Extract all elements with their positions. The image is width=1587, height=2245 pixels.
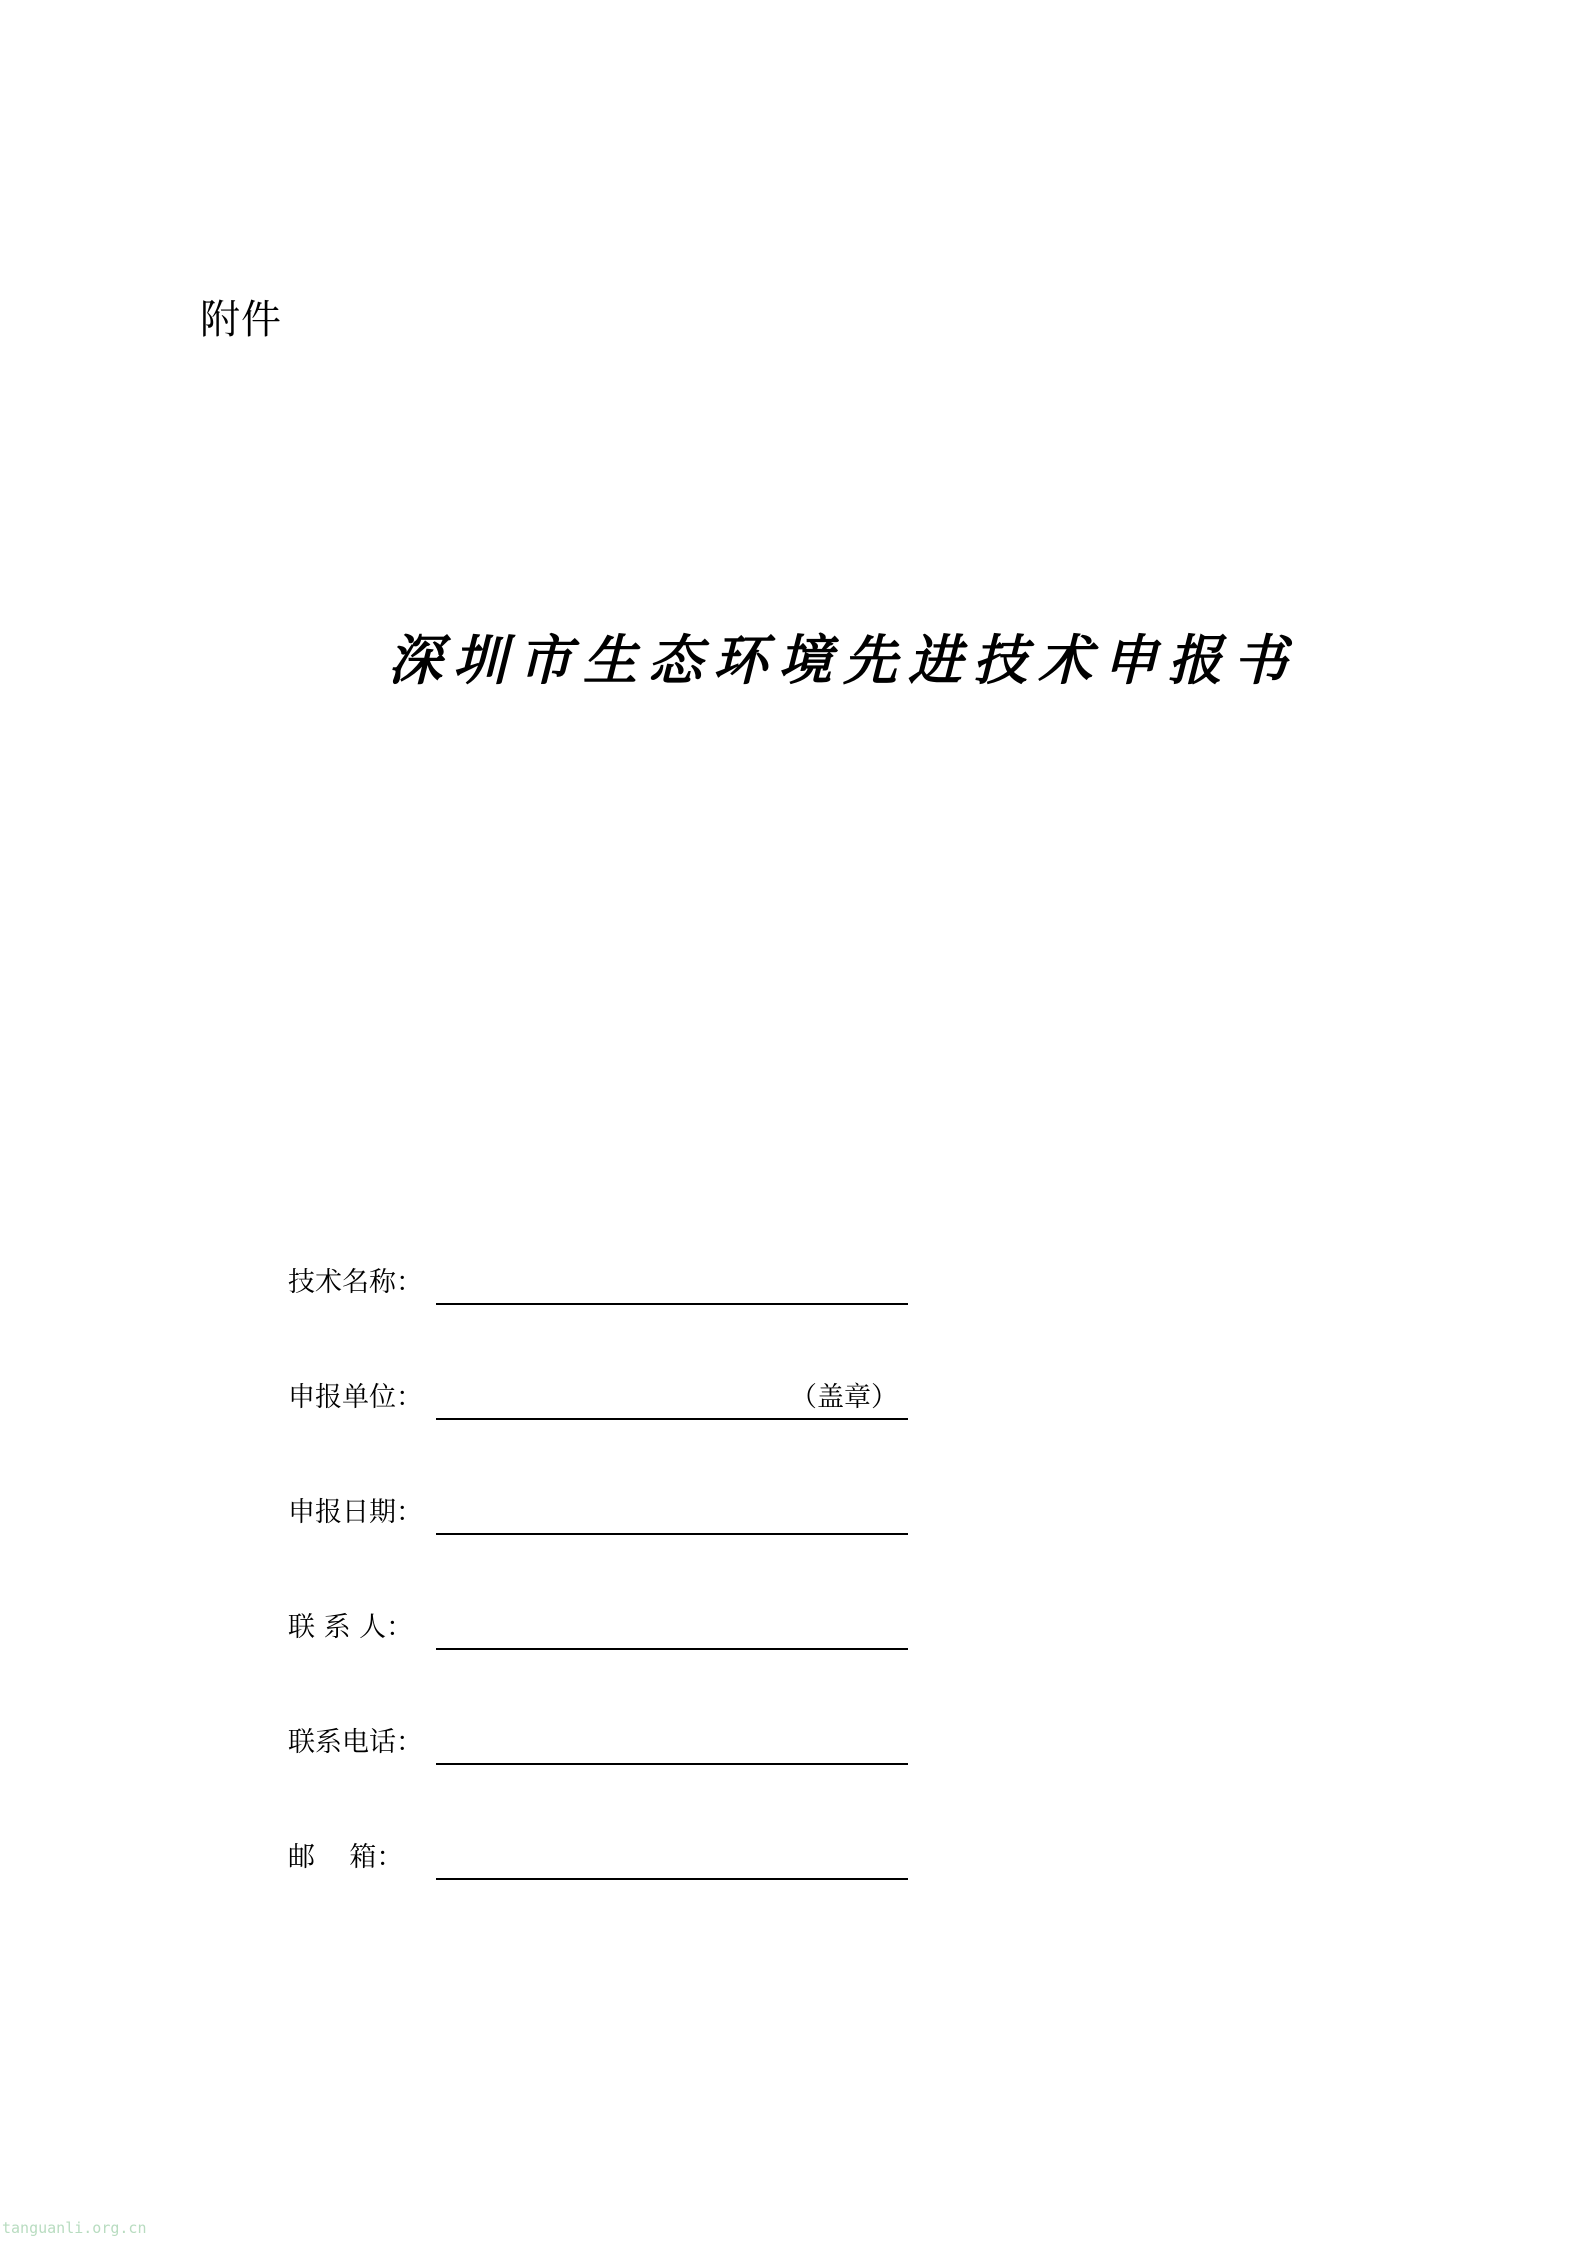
field-label-email: 邮 箱：	[288, 1842, 404, 1873]
contact-phone-input-line[interactable]	[436, 1723, 908, 1765]
field-label-application-date: 申报日期：	[288, 1497, 423, 1528]
field-applicant-unit	[288, 1370, 928, 1420]
field-label-contact-person: 联 系 人：	[288, 1612, 414, 1643]
technology-name-input-line[interactable]	[436, 1263, 908, 1305]
watermark: tanguanli.org.cn	[2, 2219, 147, 2237]
field-application-date	[288, 1485, 928, 1535]
field-label-technology-name: 技术名称：	[288, 1267, 423, 1298]
document-title: 深圳市生态环境先进技术申报书	[388, 628, 1298, 692]
email-input-line[interactable]	[436, 1838, 908, 1880]
applicant-unit-input-line[interactable]	[436, 1378, 908, 1420]
field-label-contact-phone: 联系电话：	[288, 1727, 423, 1758]
seal-note: （盖章）	[790, 1382, 898, 1413]
contact-person-input-line[interactable]	[436, 1608, 908, 1650]
field-label-applicant-unit: 申报单位：	[288, 1382, 423, 1413]
attachment-label: 附件	[200, 297, 282, 343]
field-contact-person	[288, 1600, 928, 1650]
field-technology-name	[288, 1255, 928, 1305]
application-date-input-line[interactable]	[436, 1493, 908, 1535]
field-contact-phone	[288, 1715, 928, 1765]
field-email	[288, 1830, 928, 1880]
